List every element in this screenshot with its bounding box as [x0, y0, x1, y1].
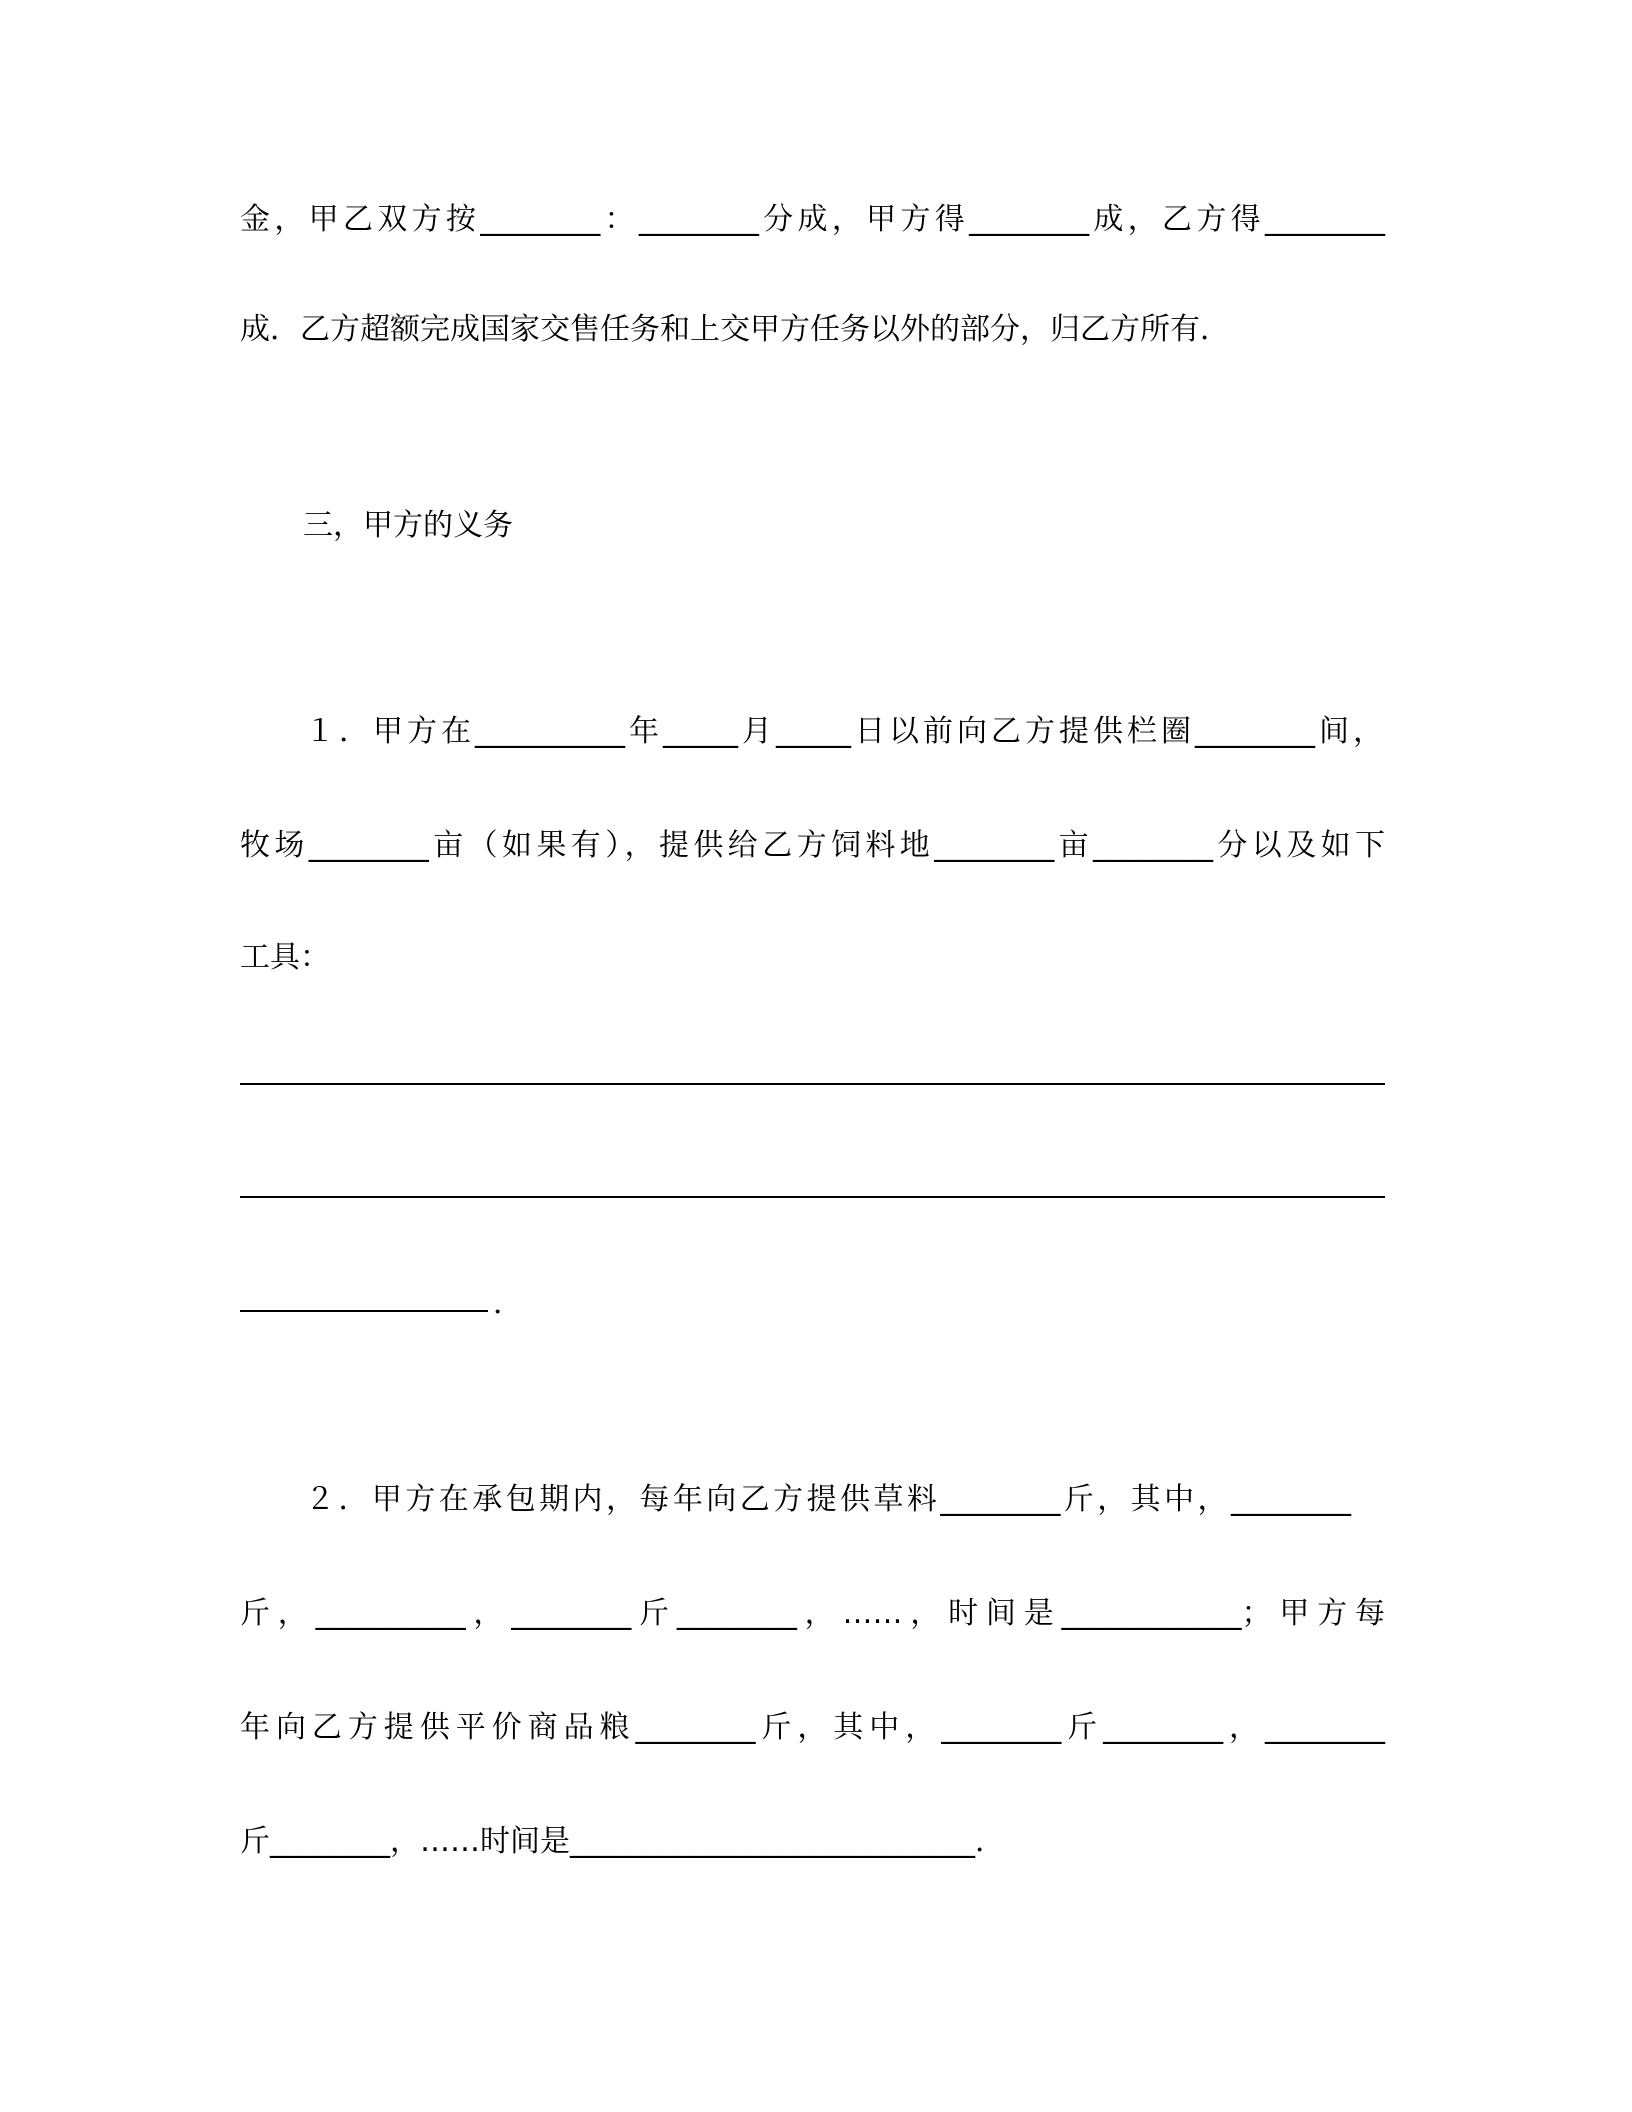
- paragraph-1-line-2: 成．乙方超额完成国家交售任务和上交甲方任务以外的部分，归乙方所有．: [240, 312, 1230, 347]
- blank-line-2: [240, 1196, 1385, 1198]
- blank-line-end-mark: ．: [493, 1286, 523, 1321]
- blank-line-1: [240, 1083, 1385, 1085]
- item-2-line-2: 斤，__________，________斤________，……，时间是____________；甲方每: [240, 1596, 1385, 1631]
- paragraph-1-line-1: 金，甲乙双方按________：________分成，甲方得________成，乙方得________: [240, 202, 1385, 237]
- item-2-line-1: ２．甲方在承包期内，每年向乙方提供草料________斤，其中，________: [305, 1482, 1351, 1517]
- item-2-line-4: 斤________，……时间是___________________________．: [240, 1824, 1005, 1859]
- blank-line-3: [240, 1310, 488, 1312]
- item-1-line-1: １．甲方在__________年_____月_____日以前向乙方提供栏圈________间，: [305, 714, 1383, 749]
- item-1-line-2: 牧场________亩（如果有），提供给乙方饲料地________亩________分以及如下: [240, 828, 1385, 863]
- section-heading: 三，甲方的义务: [303, 508, 513, 543]
- item-2-line-3: 年向乙方提供平价商品粮________斤，其中，________斤________，________: [240, 1710, 1385, 1745]
- item-1-line-3: 工具：: [240, 940, 330, 975]
